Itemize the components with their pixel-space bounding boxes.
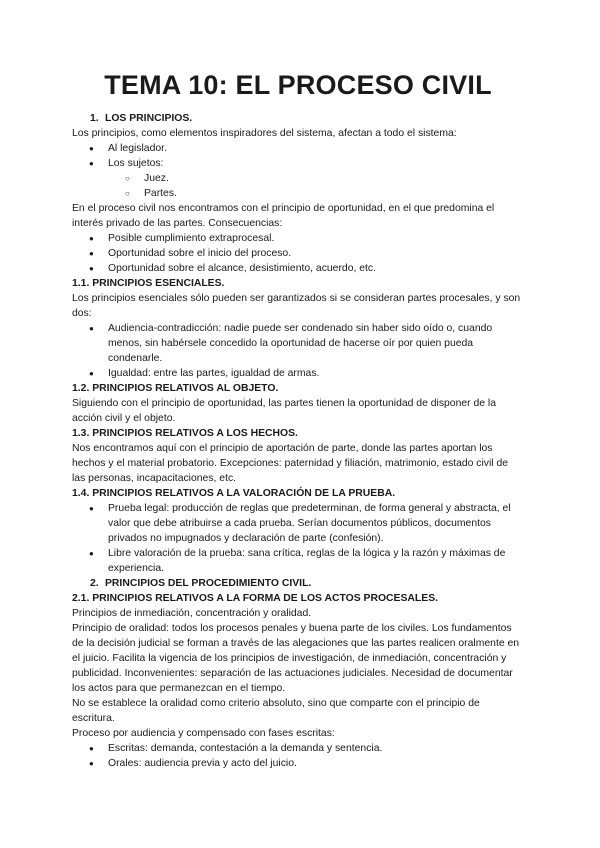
paragraph: Principio de oralidad: todos los procesos penales y buena parte de los civiles. Los fundamentos de la decisión judicial se forman a través de las alegaciones que las partes realicen oralmente en el juicio. Facilita la vigencia de los principios de investigación, de inmediación, concentración y publicidad. Inconvenientes: separación de las actuaciones judiciales. Necesidad de documentar los actos para que permanezcan en el tiempo. — [72, 623, 520, 694]
page-title: TEMA 10: EL PROCESO CIVIL — [104, 70, 492, 100]
list-item: ● Orales: audiencia previa y acto del juicio. — [72, 756, 524, 771]
paragraph: Los principios esenciales sólo pueden ser garantizados si se consideran partes procesales, y son dos: — [72, 293, 521, 319]
bullet-list — [72, 141, 524, 201]
paragraph: Proceso por audiencia y compensado con fases escritas: — [72, 728, 335, 739]
section-2-heading — [72, 576, 524, 591]
section-number: 2. — [90, 578, 99, 589]
paragraph: Los principios, como elementos inspiradores del sistema, afectan a todo el sistema: — [72, 128, 457, 139]
section-1-4-heading: 1.4. PRINCIPIOS RELATIVOS A LA VALORACIÓN DE LA PRUEBA. — [72, 488, 396, 499]
section-1-heading — [72, 111, 524, 126]
section-1-2-heading: 1.2. PRINCIPIOS RELATIVOS AL OBJETO. — [72, 383, 279, 394]
section-1-1-heading: 1.1. PRINCIPIOS ESENCIALES. — [72, 278, 225, 289]
paragraph: Nos encontramos aquí con el principio de aportación de parte, donde las partes aportan los hechos y el material probatorio. Excepciones: paternidad y filiación, matrimonio, estado civil de las personas, incapacitaciones, etc. — [72, 443, 509, 484]
list-item: ● Libre valoración de la prueba: sana crítica, reglas de la lógica y la razón y máximas de experiencia. — [72, 546, 524, 576]
list-item: ● Prueba legal: producción de reglas que predeterminan, de forma general y abstracta, el valor que debe atribuirse a cada prueba. Serían documentos públicos, documentos privados no impugnados y declaración de parte (confesión). — [72, 501, 524, 546]
bullet-list — [72, 321, 524, 381]
list-item: ● Oportunidad sobre el inicio del proceso. — [72, 246, 524, 261]
list-item: ● Escritas: demanda, contestación a la demanda y sentencia. — [72, 741, 524, 756]
sub-list-item: ○ Juez. — [72, 171, 524, 186]
section-2-1-heading: 2.1. PRINCIPIOS RELATIVOS A LA FORMA DE LOS ACTOS PROCESALES. — [72, 593, 439, 604]
section-number: 1. — [90, 113, 99, 124]
bullet-list — [72, 741, 524, 771]
list-item: ● Oportunidad sobre el alcance, desistimiento, acuerdo, etc. — [72, 261, 524, 276]
list-item: ● Audiencia-contradicción: nadie puede ser condenado sin haber sido oído o, cuando menos, sin habérsele concedido la oportunidad de hacerse oír por quien pueda condenarle. — [72, 321, 524, 366]
paragraph: No se establece la oralidad como criterio absoluto, sino que comparte con el principio de escritura. — [72, 698, 480, 724]
list-item: ● Igualdad: entre las partes, igualdad de armas. — [72, 366, 524, 381]
paragraph: Siguiendo con el principio de oportunidad, las partes tienen la oportunidad de disponer de la acción civil y el objeto. — [72, 398, 497, 424]
sub-list-item: ○ Partes. — [72, 186, 524, 201]
section-title: PRINCIPIOS DEL PROCEDIMIENTO CIVIL. — [105, 578, 312, 589]
list-item: ● Al legislador. — [72, 141, 524, 156]
document-body — [72, 111, 524, 771]
section-1-3-heading: 1.3. PRINCIPIOS RELATIVOS A LOS HECHOS. — [72, 428, 298, 439]
paragraph: Principios de inmediación, concentración y oralidad. — [72, 608, 312, 619]
bullet-list — [72, 501, 524, 576]
paragraph: En el proceso civil nos encontramos con el principio de oportunidad, en el que predomina el interés privado de las partes. Consecuencias: — [72, 203, 495, 229]
section-title: LOS PRINCIPIOS. — [105, 113, 193, 124]
list-item: ● Los sujetos: — [72, 156, 524, 171]
bullet-list — [72, 231, 524, 276]
list-item: ● Posible cumplimiento extraprocesal. — [72, 231, 524, 246]
